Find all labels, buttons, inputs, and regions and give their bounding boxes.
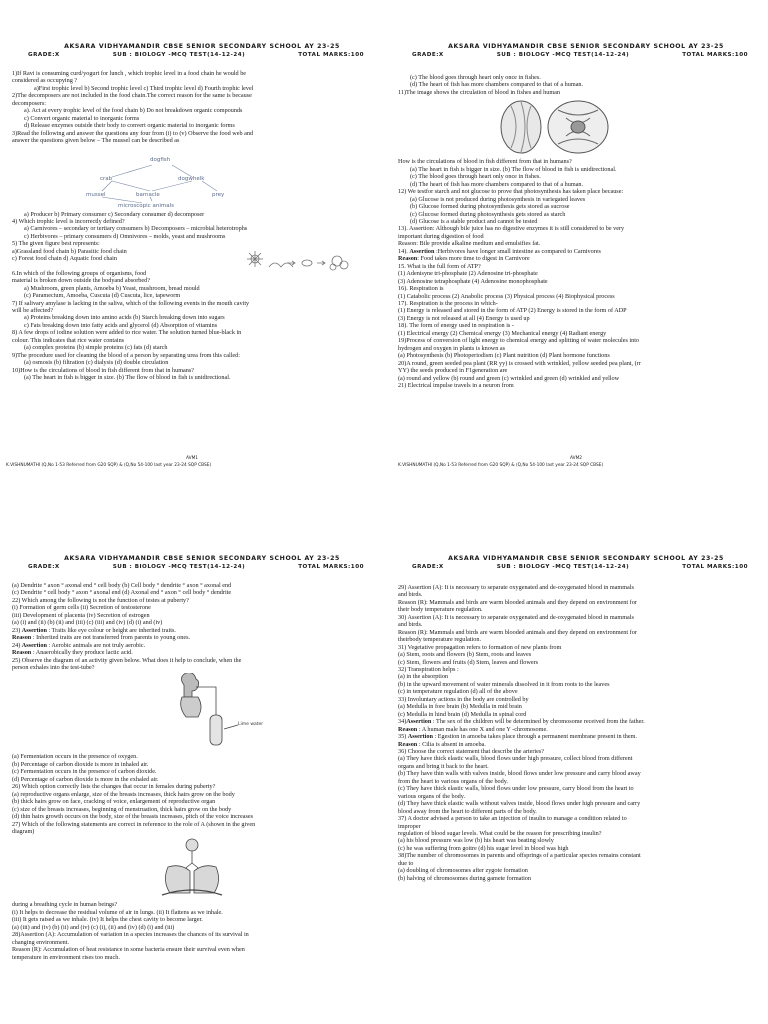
keyword: Assertion (21, 626, 47, 634)
text-line: a) Carnivores – secondary or tertiary consumers b) Decomposers – microbial heterotrophs (24, 225, 248, 233)
subject: SUB : BIOLOGY -MCQ TEST(14-12-24) (496, 52, 630, 58)
text-line: Reason : A human male has one X and one Y -chromosome. (398, 725, 548, 733)
text-line: (a) doubling of chromosomes after zygote formation (398, 867, 528, 875)
text-line: (3) Energy is not released at all (4) Energy is used up (398, 314, 530, 322)
text-line: 14). Assertion :Herbivores have longer small intestine as compared to Carnivores (398, 247, 601, 255)
text-line: 29) Assertion (A): It is necessary to separate oxygenated and de-oxygenated blood in mammals (398, 584, 634, 591)
text-line: Reason (R): Mammals and birds are warm blooded animals and they depend on environment for (398, 628, 637, 636)
text-line: (a) (i) and (ii) (b) (ii) and (iii) (c) (iii) and (iv) (d) (i) and (iv) (12, 619, 163, 627)
text-line: theirbody temperature regulation. (398, 636, 481, 644)
text-line: blood away from the heart to different parts of the body. (398, 807, 537, 815)
text-line: (c) size of the breasts increases, beginning of menstruation, thick hairs grow on the body (12, 805, 232, 813)
keyword: Assertion (409, 247, 435, 255)
page-header (28, 43, 364, 58)
footer-credit: K.VISHNUMATHI (Q,No 1-53 Referred from G20 SQP) & (Q,No 54-100 last year 23-24 SQP CBSE) (6, 463, 212, 468)
text-line: decomposers: (12, 99, 47, 107)
footer-code: AVM1 (185, 456, 199, 461)
footer-credit: K.VISHNUMATHI (Q,No 1-53 Referred from G20 SQP) & (Q,No 54-100 last year 23-24 SQP CBSE) (398, 463, 604, 468)
food-chain-figure (247, 249, 357, 273)
text-line: a) Proteins breaking down into amino acids (b) Starch breaking down into sugars (24, 314, 225, 322)
text-line: due to (398, 859, 414, 867)
web-label: prey (212, 191, 225, 198)
text-line: Reason (R): Accumulation of heat resistance in some bacteria ensure their survival even when (12, 946, 245, 954)
text-line: (c) Paramecium, Amoeba, Cuscuta (d) Cuscuta, lice, tapeworm (24, 292, 181, 300)
page-2 (384, 0, 768, 512)
subject: SUB : BIOLOGY -MCQ TEST(14-12-24) (496, 564, 630, 570)
text-line: improper (398, 822, 421, 830)
text-line: (a) in the absorption (398, 673, 449, 681)
text-line: (a) They have thick elastic walls, blood flows under high pressure, collect blood from different (398, 755, 633, 763)
text-line: (c) Dendrite ° cell body ° axon ° axonal end (d) Axonal end ° axon ° cell body ° dendrite (12, 589, 232, 597)
text-line: (a) reproductive organs enlarge, size of the breasts increases, thick hairs grow on the body (12, 790, 235, 798)
text-line: 1)If Ravi is consuming curd/yogurt for lunch , which trophic level in a food chain he would be (12, 70, 247, 77)
text-line: Reason (R): Mammals and birds are warm blooded animals and they depend on environment for (398, 598, 637, 606)
text-line: (a) The heart in fish is bigger in size. (b) The flow of blood in fish is unidirectional. (410, 165, 617, 173)
text-line: (a) complex proteins (b) simple proteins (c) fats (d) starch (24, 344, 168, 352)
footer-code: AVM2 (569, 456, 583, 461)
web-label: crab (100, 175, 113, 182)
school-name: AKSARA VIDHYAMANDIR CBSE SENIOR SECONDARY SCHOOL AY 23-25 (448, 555, 724, 562)
text-line: (c) Medulla in hind brain (d) Medulla in spinal cord (398, 710, 527, 718)
text-line: Reason: Bile provide alkaline medium and emulsifies fat. (398, 240, 541, 248)
text-line: (d) The heart of fish has more chambers compared to that of a human. (410, 81, 584, 89)
text-line: 38)The number of chromosomes in parents and offsprings of a particular species remains constant (398, 852, 641, 860)
grade: GRADE:X (412, 564, 444, 570)
text-line: (c) Fermentation occurs in the presence of carbon dioxide. (12, 768, 157, 776)
text-line: 23) Assertion : Traits like eye colour or height are inherited traits. (12, 626, 176, 634)
text-line: (a) Photosynthesis (b) Photoperiodism (c) Plant nutrition (d) Plant hormone functions (398, 352, 610, 360)
text-line: 32) Transpiration helps : (398, 665, 459, 673)
text-line: Reason : Cilia is absent in amoeba. (398, 740, 486, 748)
text-line: (c) Glucose formed during photosynthesis gets stored as starch (410, 210, 566, 218)
text-line: c) Fats breaking down into fatty acids and glycerol (d) Absorption of vitamins (24, 321, 218, 329)
text-line: 15. What is the full form of ATP? (398, 262, 481, 270)
web-label: microscopic animals (118, 202, 174, 209)
text-line: (a) Glucose is not produced during photosynthesis in variegated leaves (410, 195, 586, 203)
lime-water-label: Lime water (238, 722, 264, 728)
text-line: 27) Which of the following statements are correct in reference to the role of A (shown in the given (12, 820, 256, 828)
text-line: c) Herbivores – primary consumers d) Omnivores – molds, yeast and mushrooms (24, 232, 226, 240)
text-line: (b) in the upward movement of water minerals dissolved in it from roots to the leaves (398, 680, 610, 688)
text-line: a). Act at every trophic level of the food chain b) Do not breakdown organic compounds (24, 107, 243, 115)
text-line: (a) osmosis (b) filtration (c) dialysis (d) double circulation (24, 359, 169, 367)
text-line: material is broken down outside the bodyand absorbed? (12, 277, 150, 285)
grade: GRADE:X (28, 52, 60, 58)
page-header (412, 555, 748, 570)
text-line: 21) Electrical impulse travels in a neuron from (398, 381, 514, 389)
text-line: 25) Observe the diagram of an activity given below. What does it help to conclude, when the (12, 656, 242, 664)
text-line: important during digestion of food (398, 232, 484, 240)
text-line: and birds. (398, 591, 423, 599)
keyword: Assertion (407, 733, 433, 741)
text-line: (d) They have thick elastic walls without valves inside, blood flows under high pressure and carry (398, 800, 641, 808)
text-line: (d) Glucose is a stable product and cannot be tested (410, 217, 538, 225)
text-line: (b) halving of chromosomes during gamete formation (398, 874, 531, 882)
keyword: Reason (12, 634, 32, 642)
text-line: 12) We testfor starch and not glucose to prove that photosynthesis has taken place because: (398, 188, 624, 196)
text-line: (a) (iii) and (iv) (b) (ii) and (iv) (c) (i), (ii) and (iv) (d) (i) and (iii) (12, 923, 175, 931)
text-line: a)First trophic level b) Second trophic level c) Third trophic level d) Fourth trophic level (34, 84, 254, 92)
limewater-experiment-diagram (162, 673, 282, 751)
page-1 (0, 0, 384, 512)
text-line: 17). Respiration is the process in which- (398, 299, 498, 307)
school-name: AKSARA VIDHYAMANDIR CBSE SENIOR SECONDARY SCHOOL AY 23-25 (64, 43, 340, 50)
text-line: (iii) Development of placenta (iv) Secretion of estrogen (12, 611, 150, 619)
school-name: AKSARA VIDHYAMANDIR CBSE SENIOR SECONDARY SCHOOL AY 23-25 (64, 555, 340, 562)
text-line: c) Convert organic material to inorganic forms (24, 114, 140, 122)
text-line: Reason : Inherited traits are not transferred from parents to young ones. (12, 634, 191, 642)
total-marks: TOTAL MARKS:100 (298, 52, 364, 58)
text-line: hydrogen and oxygen in plants is known as (398, 344, 506, 352)
page-4 (384, 512, 768, 1024)
text-line: YY) the seeds produced in F1generation are (398, 367, 508, 375)
text-line: answer the questions given below – The mussel can be described as (12, 137, 180, 145)
text-line: (c) The blood goes through heart only once in fishes. (410, 173, 541, 181)
text-line: 37) A doctor advised a person to take an injection of insulin to manage a condition related to (398, 815, 627, 823)
keyword: Reason (398, 255, 418, 263)
food-web-diagram (72, 147, 272, 209)
text-line: (b) They have thin walls with valves inside, blood flows under low pressure and carry blood away (398, 770, 641, 778)
text-line: person exhales into the test-tube? (12, 663, 95, 671)
text-line: and birds. (398, 621, 423, 629)
keyword: Reason (398, 740, 418, 748)
text-line: 34)Assertion : The sex of the children will be determined by chromosome received from the father. (398, 718, 645, 726)
text-line: 10)How is the circulations of blood in fish different from that in humans? (12, 366, 195, 374)
text-line: changing environment. (12, 938, 70, 946)
text-line: 3)Read the following and answer the questions any four from (i) to (v) Observe the food web and (12, 129, 254, 137)
text-line: diagram) (12, 827, 35, 835)
text-line: 30) Assertion (A): It is necessary to separate oxygenated and de-oxygenated blood in mammals (398, 613, 634, 621)
respiratory-system-diagram (152, 837, 232, 899)
text-line: 36) Choose the correct statement that describe the arteries? (398, 747, 545, 755)
text-line: 18). The form of energy used in respiration is - (398, 322, 514, 330)
school-name: AKSARA VIDHYAMANDIR CBSE SENIOR SECONDARY SCHOOL AY 23-25 (448, 43, 724, 50)
text-line: regulation of blood sugar levels. What could be the reason for prescribing insulin? (398, 829, 602, 837)
text-line: (b) thick hairs grow on face, cracking of voice, enlargement of reproductive organ (12, 798, 216, 806)
text-line: Reason: Food takes more time to digest in Carnivore (398, 255, 530, 263)
keyword: Assertion (406, 718, 432, 726)
text-line: (c) he was suffering from goitre (d) his sugar level in blood was high (398, 844, 569, 852)
keyword: Reason (12, 649, 32, 657)
text-line: 13). Assertion: Although bile juice has no digestive enzymes it is still considered to be very (398, 225, 625, 233)
text-line: 9)The procedure used for cleaning the blood of a person by separating urea from this called: (12, 351, 240, 359)
text-line: during a breathing cycle in human beings? (12, 901, 118, 909)
text-line: (a) his blood pressure was low (b) his heart was beating slowly (398, 837, 554, 845)
text-line: 7) If salivary amylase is lacking in the saliva, which of the following events in the mouth cavity (12, 299, 250, 307)
text-line: 24) Assertion : Aerobic animals are not truly aerobic. (12, 641, 146, 649)
page-header (28, 555, 364, 570)
text-line: (i) Formation of germ cells (ii) Secretion of testosterone (12, 604, 151, 612)
web-label: mussel (86, 191, 106, 198)
text-line: (a) The heart in fish is bigger in size. (b) The flow of blood in fish is unidirectional. (24, 374, 231, 382)
text-line: (1) Catabolic process (2) Anabolic process (3) Physical process (4) Biophysical process (398, 292, 615, 300)
text-line: 20)A round, green seeded pea plant (RR yy) is crossed with wrinkled, yellow seeded pea plant, (rr (398, 359, 641, 367)
text-line: (1) Electrical energy (2) Chemical energy (3) Mechanical energy (4) Radiant energy (398, 329, 607, 337)
text-line: (i) It helps to decrease the residual volume of air in lungs. (ii) It flattens as we inhale. (12, 908, 223, 916)
text-line: a)Grassland food chain b) Parasitic food chain (12, 247, 127, 255)
text-line: (b) Glucose formed during photosynthesis gets stored as sucrose (410, 203, 570, 211)
text-line: (d) The heart of fish has more chambers compared to that of a human. (410, 180, 584, 188)
page-footer (384, 456, 768, 468)
text-line: c) Forest food chain d) Aquatic food chain (12, 255, 117, 263)
text-line: 33) Involuntary actions in the body are controlled by (398, 695, 529, 703)
text-line: organs and bring it back to the heart. (398, 762, 489, 770)
subject: SUB : BIOLOGY -MCQ TEST(14-12-24) (112, 564, 246, 570)
page-footer (0, 456, 384, 468)
text-line: 5) The given figure best represents: (12, 240, 100, 248)
text-line: 28)Assertion (A): Accumulation of variation in a species increases the chances of its survival in (12, 931, 249, 939)
total-marks: TOTAL MARKS:100 (298, 564, 364, 570)
text-line: (c) They have thick elastic walls, blood flows under low pressure, carry blood from the heart to (398, 785, 634, 793)
text-line: (c) in temperature regulation (d) all of the above (398, 688, 518, 696)
spacer (12, 263, 376, 270)
text-line: 8) A few drops of iodine solution were added to rice water. The solution turned blue-black in (12, 329, 242, 337)
keyword: Assertion (21, 641, 47, 649)
text-line: (a) Fermentation occurs in the presence of oxygen. (12, 753, 138, 761)
text-line: d) Release enzymes outside their body to convert organic material to inorganic forms (24, 122, 235, 130)
text-line: (c) Stem, flowers and fruits (d) Stem, leaves and flowers (398, 658, 539, 666)
text-line: 4) Which trophic level is incorrectly defined? (12, 217, 125, 225)
text-line: 6.In which of the following groups of organisms, food (12, 269, 147, 277)
text-line: (1) Energy is released and stored in the form of ATP (2) Energy is stored in the form of ADP (398, 307, 627, 315)
text-line: (d) Percentage of carbon dioxide is more in the exhaled air. (12, 775, 159, 783)
text-line: 11)The image shows the circulation of blood in fishes and human (398, 88, 560, 96)
text-line: (a) round and yellow (b) round and green (c) wrinkled and green (d) wrinkled and yellow (398, 374, 620, 382)
text-line: (a) Stem, roots and flowers (b) Stem, roots and leaves (398, 651, 532, 659)
text-line: (b) Percentage of carbon dioxide is more in inhaled air. (12, 760, 149, 768)
text-line: (c) The blood goes through heart only once in fishes. (410, 74, 541, 81)
text-line: 35) Assertion : Egestion in amoeba takes place through a permanent membrane present in them. (398, 733, 638, 741)
text-line: (d) thin hairs growth occurs on the body, size of the breasts increases, pitch of the voice increases (12, 813, 254, 821)
keyword: Reason (398, 725, 418, 733)
page-header (412, 43, 748, 58)
text-line: (1) Adenisyne tri-phosphate (2) Adenosine tri-phosphate (398, 270, 538, 278)
text-line: 2)The decomposers are not included in the food chain.The correct reason for the same is because (12, 92, 252, 100)
circulation-diagram (496, 98, 616, 156)
text-line: temperature in environment rises too much. (12, 953, 120, 961)
text-line: (a) Medulla in fore brain (b) Medulla in mid brain (398, 703, 522, 711)
text-line: a) Mushroom, green plants, Amoeba b) Yeast, mushroom, bread mould (24, 284, 200, 292)
text-line: How is the circulations of blood in fish different from that in humans? (398, 158, 572, 166)
text-line: 22) Which among the following is not the function of testes at puberty? (12, 596, 189, 604)
grade: GRADE:X (412, 52, 444, 58)
text-line: a) Producer b) Primary consumer c) Secondary consumer d) decomposer (24, 210, 205, 218)
text-line: various organs of the body. (398, 792, 466, 800)
page-3 (0, 512, 384, 1024)
text-line: (3) Adenosine tetraphosphate (4) Adenosine monophosphate (398, 277, 548, 285)
text-line: from the heart to various organs of the body. (398, 777, 508, 785)
text-line: (iii) It gets raised as we inhale. (iv) It helps the chest cavity to become larger. (12, 916, 203, 924)
text-line: Reason : Anaerobically they produce lactic acid. (12, 649, 133, 657)
total-marks: TOTAL MARKS:100 (682, 564, 748, 570)
text-line: their body temperature regulation. (398, 606, 483, 614)
text-line: 19)Process of conversion of light energy to chemical energy and splitting of water molecules into (398, 337, 640, 345)
web-label: dogfish (150, 156, 171, 163)
text-line: 16). Respiration is (398, 285, 444, 293)
text-line: 26) Which option correctly lists the changes that occur in females during puberty? (12, 783, 216, 791)
subject: SUB : BIOLOGY -MCQ TEST(14-12-24) (112, 52, 246, 58)
text-line: 31) Vegetative propagation refers to formation of new plants from (398, 643, 562, 651)
web-label: barnacle (136, 191, 160, 198)
text-line: will be affected? (12, 306, 54, 314)
text-line: (a) Dendrite ° axon ° axonal end ° cell body (b) Cell body ° dendrite ° axon ° axonal end (12, 582, 232, 589)
grade: GRADE:X (28, 564, 60, 570)
text-line: considered as occupying ? (12, 77, 78, 85)
text-line: colour. This indicates that rice water contains (12, 336, 125, 344)
web-label: dogwhelk (178, 175, 205, 182)
total-marks: TOTAL MARKS:100 (682, 52, 748, 58)
